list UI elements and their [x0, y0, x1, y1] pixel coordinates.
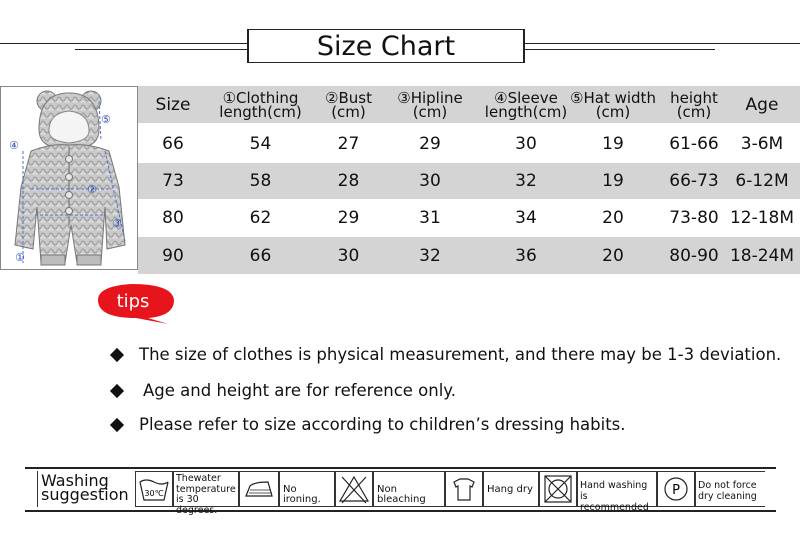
header-clothing-length — [213, 91, 308, 119]
table-row — [138, 163, 800, 199]
temp-text-box — [173, 471, 239, 516]
temp-text-l1: Thewater — [176, 473, 221, 484]
title-rule-left-top — [0, 43, 247, 44]
note-item — [112, 415, 626, 434]
cell-age: 18-24M — [729, 245, 795, 266]
garment-image — [0, 86, 138, 270]
cell-hat-width: 19 — [602, 133, 624, 154]
cell-bust: 27 — [337, 133, 360, 154]
dry-clean-p-icon — [658, 472, 694, 506]
table-row — [138, 237, 800, 274]
no-tumble-dry-icon — [540, 472, 576, 506]
header-bust-l1: ②Bust — [325, 89, 372, 107]
cell-clothing-length: 62 — [249, 208, 272, 228]
cell-hipline: 29 — [419, 133, 441, 154]
title-rule-right-top — [525, 43, 800, 44]
marker-1: ① — [15, 251, 25, 264]
cell-size: 73 — [162, 171, 184, 191]
marker-3: ③ — [112, 217, 122, 230]
header-bust-l2: (cm) — [331, 103, 366, 121]
cell-hat-width: 20 — [602, 208, 624, 228]
header-sleeve-length-l1: ④Sleeve — [494, 89, 558, 107]
dry-clean-icon-box — [657, 471, 695, 507]
header-size — [138, 95, 208, 115]
hand-wash-l2: is recommended — [580, 491, 649, 513]
no-ironing-box — [279, 471, 335, 507]
hang-dry-box — [483, 471, 539, 507]
temp-text-l2: temperature — [176, 483, 236, 495]
wash-tub-icon — [136, 472, 172, 506]
tips-label: tips — [116, 290, 150, 312]
note-text: The size of clothes is physical measurement, and there may be 1-3 deviation. — [139, 345, 782, 364]
cell-sleeve-length: 30 — [515, 133, 537, 154]
cell-size: 66 — [162, 133, 184, 154]
no-iron-icon — [240, 472, 278, 506]
header-hipline-l2: (cm) — [412, 103, 448, 121]
size-table — [138, 86, 800, 274]
title-rule-left-bottom — [75, 49, 247, 50]
table-header-row — [138, 86, 800, 123]
header-hipline — [388, 91, 472, 119]
marker-2: ② — [87, 183, 97, 196]
cell-age: 12-18M — [729, 208, 795, 228]
note-item — [112, 381, 456, 400]
cell-bust: 29 — [337, 208, 360, 228]
hang-dry-icon — [446, 472, 482, 506]
header-hat-width-l1: ⑤Hat width — [570, 89, 656, 107]
page-title-text: Size Chart — [316, 30, 456, 62]
header-sleeve-length-l2: length(cm) — [484, 103, 568, 121]
cell-hat-width: 19 — [602, 171, 624, 191]
no-bleach-icon — [336, 472, 372, 506]
cell-bust: 28 — [337, 171, 360, 191]
no-force-l1: Do not force — [698, 480, 757, 491]
title-rule-right-bottom — [525, 49, 715, 50]
cell-bust: 30 — [337, 245, 360, 266]
cell-sleeve-length: 36 — [515, 245, 537, 266]
wash-temp-icon-text: 30℃ — [144, 489, 164, 498]
cell-height: 61-66 — [669, 133, 719, 154]
wash-rule-top — [25, 467, 776, 469]
cell-height: 73-80 — [669, 208, 719, 228]
hang-dry-icon-box — [445, 471, 483, 507]
cell-age: 3-6M — [740, 133, 784, 154]
hand-wash-box — [577, 471, 657, 513]
header-height — [663, 91, 725, 119]
header-clothing-length-l1: ①Clothing — [222, 89, 299, 107]
knit-romper-illustration — [1, 87, 139, 271]
washing-heading-l2: suggestion — [41, 485, 129, 504]
cell-clothing-length: 66 — [249, 245, 272, 266]
cell-hipline: 30 — [419, 171, 441, 191]
header-height-l1: height — [670, 89, 718, 107]
header-size-text: Size — [155, 95, 191, 115]
header-hat-width-l2: (cm) — [595, 103, 631, 121]
no-force-l2: dry cleaning — [698, 491, 757, 502]
non-bleaching-text: Non bleaching — [377, 484, 426, 505]
hang-dry-text: Hang dry — [487, 484, 533, 495]
note-text: Please refer to size according to children’s dressing habits. — [139, 415, 626, 434]
header-sleeve-length — [480, 91, 572, 119]
bleach-icon-box — [335, 471, 373, 507]
bullet-diamond-icon — [110, 347, 124, 361]
cell-clothing-length: 58 — [249, 171, 272, 191]
wash-rule-bottom — [25, 510, 776, 512]
header-bust — [316, 91, 381, 119]
cell-hat-width: 20 — [602, 245, 624, 266]
washing-suggestion-strip — [25, 465, 776, 516]
bullet-diamond-icon — [110, 383, 124, 397]
note-text: Age and height are for reference only. — [143, 381, 456, 400]
header-clothing-length-l2: length(cm) — [219, 103, 302, 121]
cell-clothing-length: 54 — [249, 133, 272, 154]
cell-sleeve-length: 34 — [515, 208, 537, 228]
bullet-diamond-icon — [110, 417, 124, 431]
cell-age: 6-12M — [735, 171, 789, 191]
non-bleaching-box — [373, 471, 445, 507]
cell-hipline: 31 — [419, 208, 441, 228]
page-title — [247, 29, 525, 63]
header-height-l2: (cm) — [676, 103, 712, 121]
wash-30c-icon-box — [135, 471, 173, 507]
cell-size: 80 — [162, 208, 184, 228]
table-row — [138, 199, 800, 237]
cell-height: 66-73 — [669, 171, 719, 191]
washing-heading-l1: Washing — [41, 471, 109, 490]
cell-sleeve-length: 32 — [515, 171, 537, 191]
table-row — [138, 125, 800, 162]
marker-4: ④ — [9, 139, 19, 152]
tumble-icon-box — [539, 471, 577, 507]
cell-hipline: 32 — [419, 245, 441, 266]
cell-height: 80-90 — [669, 245, 719, 266]
note-item — [112, 345, 781, 364]
temp-text-l3: is 30 degrees. — [176, 494, 218, 516]
hand-wash-l1: Hand washing — [580, 480, 648, 491]
washing-heading-box — [37, 471, 133, 507]
header-hipline-l1: ③Hipline — [397, 89, 463, 107]
no-force-box — [695, 471, 765, 507]
no-ironing-text: No ironing. — [283, 484, 321, 505]
marker-5: ⑤ — [101, 113, 111, 126]
dry-clean-p-letter: P — [672, 483, 680, 498]
header-age — [728, 95, 796, 115]
cell-size: 90 — [162, 245, 184, 266]
iron-icon-box — [239, 471, 279, 507]
header-hat-width — [568, 91, 658, 119]
header-age-text: Age — [745, 95, 779, 115]
